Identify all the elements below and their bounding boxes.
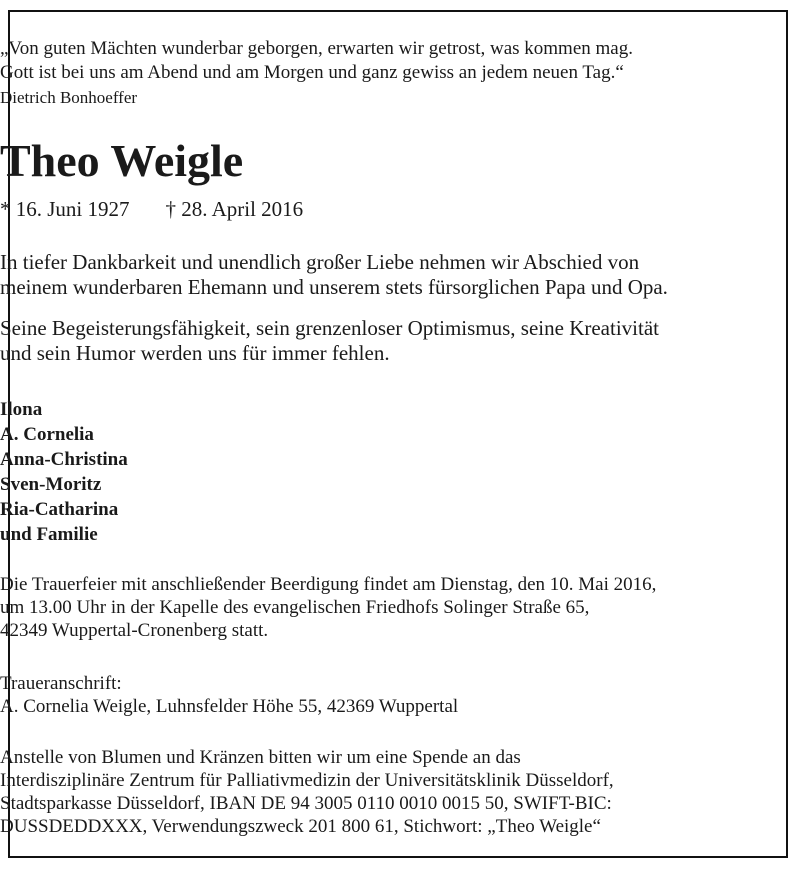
- mourning-address: [0, 672, 800, 718]
- tribute-line: und sein Humor werden uns für immer fehlen.: [0, 341, 390, 365]
- farewell-line: meinem wunderbaren Ehemann und unserem stets fürsorglichen Papa und Opa.: [0, 275, 668, 299]
- family-member: Anna-Christina: [0, 449, 128, 470]
- ceremony-line: Die Trauerfeier mit anschließender Beerdigung findet am Dienstag, den 10. Mai 2016,: [0, 574, 657, 595]
- birth-date: * 16. Juni 1927: [0, 197, 130, 221]
- family-member: Ria-Catharina: [0, 499, 119, 520]
- family-member: A. Cornelia: [0, 424, 94, 445]
- life-dates: [0, 197, 800, 221]
- family-list: [0, 397, 800, 547]
- death-date: † 28. April 2016: [165, 197, 304, 221]
- donation-line: DUSSDEDDXXX, Verwendungszweck 201 800 61, Stichwort: „Theo Weigle“: [0, 816, 601, 837]
- deceased-name: Theo Weigle: [0, 135, 244, 186]
- donation-line: Anstelle von Blumen und Kränzen bitten wir um eine Spende an das: [0, 747, 521, 768]
- ceremony-paragraph: [0, 573, 800, 642]
- ceremony-line: um 13.00 Uhr in der Kapelle des evangelischen Friedhofs Solinger Straße 65,: [0, 597, 590, 618]
- farewell-paragraph: [0, 250, 800, 300]
- address-label: Traueranschrift:: [0, 673, 122, 694]
- address-value: A. Cornelia Weigle, Luhnsfelder Höhe 55, 42369 Wuppertal: [0, 696, 459, 717]
- family-member: Ilona: [0, 399, 43, 420]
- ceremony-line: 42349 Wuppertal-Cronenberg statt.: [0, 620, 269, 641]
- quote-block: [0, 37, 800, 85]
- tribute-line: Seine Begeisterungsfähigkeit, sein grenzenloser Optimismus, seine Kreativität: [0, 316, 659, 340]
- donation-paragraph: [0, 746, 800, 838]
- family-member: Sven-Moritz: [0, 474, 102, 495]
- tribute-paragraph: [0, 316, 800, 366]
- donation-line: Stadtsparkasse Düsseldorf, IBAN DE 94 3005 0110 0010 0015 50, SWIFT-BIC:: [0, 793, 612, 814]
- family-member: und Familie: [0, 524, 98, 545]
- quote-line: „Von guten Mächten wunderbar geborgen, erwarten wir getrost, was kommen mag.: [0, 38, 633, 59]
- donation-line: Interdisziplinäre Zentrum für Palliativmedizin der Universitätsklinik Düsseldorf,: [0, 770, 614, 791]
- farewell-line: In tiefer Dankbarkeit und unendlich großer Liebe nehmen wir Abschied von: [0, 250, 640, 274]
- quote-author: Dietrich Bonhoeffer: [0, 88, 138, 107]
- quote-line: Gott ist bei uns am Abend und am Morgen und ganz gewiss an jedem neuen Tag.“: [0, 62, 624, 83]
